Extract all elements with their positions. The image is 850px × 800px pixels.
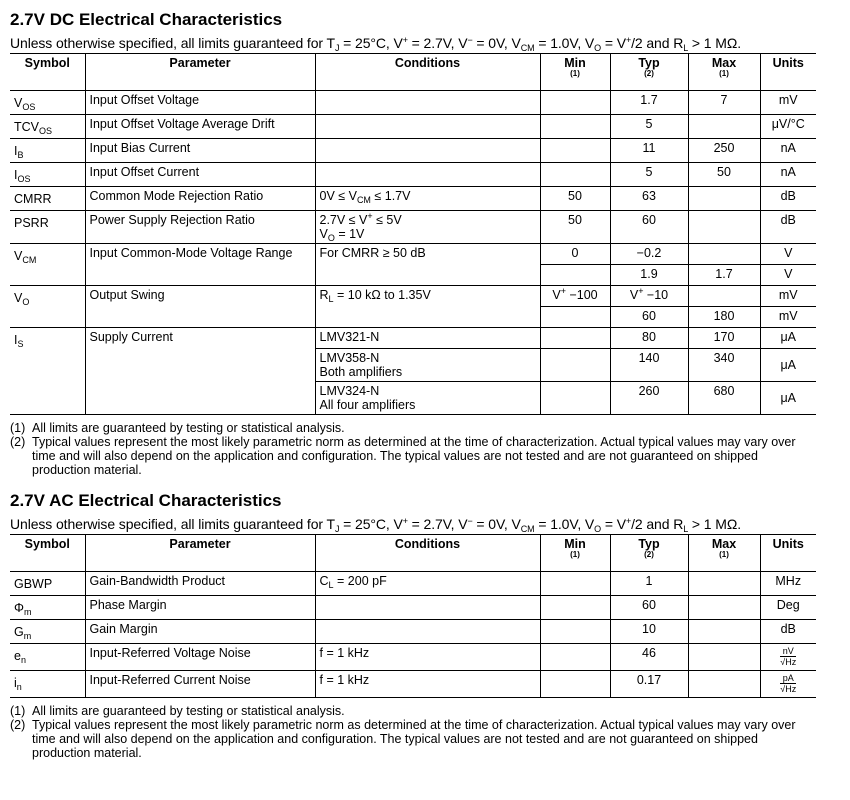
text-run: 0V ≤ V: [319, 189, 357, 203]
superscript: +: [402, 35, 408, 45]
dc-table: [10, 53, 816, 415]
text-run: All four amplifiers: [319, 398, 416, 412]
symbol-cell: [10, 187, 85, 211]
parameter-cell: Gain-Bandwidth Product: [85, 572, 315, 596]
table-row: [10, 596, 816, 620]
text-run: For CMRR ≥ 50 dB: [319, 246, 426, 260]
superscript: −: [467, 516, 473, 526]
conditions-cell: [315, 115, 540, 139]
footnote-number: (1): [10, 704, 26, 718]
column-header-label: Units: [772, 537, 804, 551]
table-row: [10, 115, 816, 139]
min-cell: [540, 328, 610, 349]
max-cell: 50: [688, 163, 760, 187]
text-run: Unless otherwise specified, all limits guaranteed for T: [10, 35, 335, 51]
subscript: J: [334, 524, 340, 534]
text-run: TCV: [14, 120, 39, 134]
conditions-cell: [315, 596, 540, 620]
text-run: Unless otherwise specified, all limits guaranteed for T: [10, 516, 335, 532]
ac-footnotes: [10, 704, 850, 760]
conditions-cell: [315, 187, 540, 211]
text-run: = V: [601, 35, 626, 51]
units-cell: μA: [760, 349, 816, 382]
text-run: C: [319, 574, 329, 588]
text-run: V: [14, 96, 23, 110]
conditions-cell: [315, 91, 540, 115]
symbol-cell: [10, 163, 85, 187]
column-header-symbol: [10, 535, 85, 572]
column-header-label: Typ: [638, 537, 660, 551]
parameter-cell: Output Swing: [85, 286, 315, 328]
symbol-cell: [10, 620, 85, 644]
header-row: [10, 54, 816, 91]
min-cell: [540, 265, 610, 286]
column-header-units: [760, 54, 816, 91]
min-cell: 50: [540, 187, 610, 211]
subscript: n: [20, 655, 26, 665]
text-run: f = 1 kHz: [319, 673, 370, 687]
footnote-text: Typical values represent the most likely parametric norm as determined at the time of characterization. Actual typical values may vary over time and will also depend on the application and configuration. The typical values are not tested and are not guaranteed on shipped production material.: [32, 718, 796, 760]
min-cell: [540, 596, 610, 620]
footnote: [10, 704, 850, 718]
max-cell: 170: [688, 328, 760, 349]
subscript: n: [16, 682, 22, 692]
units-cell: Deg: [760, 596, 816, 620]
table-row: [10, 620, 816, 644]
ac-table: [10, 534, 816, 698]
max-cell: 680: [688, 382, 760, 415]
text-run: = 10 kΩ to 1.35V: [333, 288, 431, 302]
max-cell: [688, 620, 760, 644]
column-header-label: Min: [564, 537, 586, 551]
column-header-max: [688, 54, 760, 91]
conditions-cell: [315, 139, 540, 163]
subscript: CM: [22, 255, 37, 265]
footnote: [10, 718, 850, 760]
table-row: [10, 139, 816, 163]
text-run: CMRR: [14, 192, 52, 206]
subscript: m: [23, 631, 32, 641]
text-run: −10: [643, 288, 669, 302]
column-header-conditions: [315, 535, 540, 572]
typ-cell: 63: [610, 187, 688, 211]
column-header-min: [540, 54, 610, 91]
column-header-label: Symbol: [24, 56, 70, 70]
superscript: +: [625, 35, 632, 45]
conditions-cell: [315, 671, 540, 698]
symbol-cell: [10, 596, 85, 620]
typ-cell: 60: [610, 596, 688, 620]
units-cell: nA: [760, 139, 816, 163]
max-cell: [688, 187, 760, 211]
max-cell: [688, 115, 760, 139]
text-run: V: [319, 227, 328, 241]
units-cell: mV: [760, 307, 816, 328]
typ-cell: 140: [610, 349, 688, 382]
max-cell: 340: [688, 349, 760, 382]
text-run: = 2.7V, V: [407, 516, 468, 532]
typ-cell: 260: [610, 382, 688, 415]
table-row: [10, 91, 816, 115]
min-cell: [540, 91, 610, 115]
text-run: = V: [601, 516, 626, 532]
footnote-ref: (2): [644, 69, 654, 78]
min-cell: [540, 644, 610, 671]
text-run: LMV324-N: [319, 384, 380, 398]
typ-cell: 5: [610, 163, 688, 187]
text-run: = 1.0V, V: [534, 516, 595, 532]
footnote-number: (1): [10, 421, 26, 435]
subscript: L: [683, 524, 689, 534]
dc-footnotes: [10, 421, 850, 477]
text-run: = 25°C, V: [339, 516, 403, 532]
text-run: V: [14, 249, 23, 263]
parameter-cell: Input Offset Current: [85, 163, 315, 187]
subscript: CM: [520, 524, 535, 534]
superscript: +: [638, 286, 644, 296]
column-header-label: Typ: [638, 56, 660, 70]
subscript: OS: [22, 102, 36, 112]
text-run: GBWP: [14, 577, 53, 591]
symbol-cell: [10, 139, 85, 163]
parameter-cell: Phase Margin: [85, 596, 315, 620]
subscript: B: [17, 150, 24, 160]
column-header-conditions: [315, 54, 540, 91]
footnote-ref: (1): [570, 69, 580, 78]
footnote: [10, 435, 850, 477]
min-cell: [540, 620, 610, 644]
footnote-text: Typical values represent the most likely parametric norm as determined at the time of characterization. Actual typical values may vary over time and will also depend on the application and configuration. The typical values are not tested and are not guaranteed on shipped production material.: [32, 435, 796, 477]
max-cell: [688, 244, 760, 265]
symbol-cell: [10, 244, 85, 286]
column-header-typ: [610, 54, 688, 91]
max-cell: [688, 671, 760, 698]
conditions-cell: [315, 328, 540, 349]
typ-cell: 1: [610, 572, 688, 596]
footnote-ref: (1): [570, 550, 580, 559]
text-run: LMV321-N: [319, 330, 380, 344]
parameter-cell: Supply Current: [85, 328, 315, 415]
subscript: OS: [39, 126, 53, 136]
conditions-cell: [315, 211, 540, 244]
conditions-cell: [315, 349, 540, 382]
typ-cell: −0.2: [610, 244, 688, 265]
subscript: O: [22, 297, 30, 307]
max-cell: [688, 211, 760, 244]
text-run: I: [14, 168, 18, 182]
parameter-cell: Input-Referred Current Noise: [85, 671, 315, 698]
conditions-cell: [315, 572, 540, 596]
max-cell: [688, 572, 760, 596]
header-row: [10, 535, 816, 572]
symbol-cell: [10, 115, 85, 139]
parameter-cell: Input Common-Mode Voltage Range: [85, 244, 315, 286]
text-run: ≤ 5V: [372, 213, 402, 227]
column-header-label: Parameter: [169, 537, 231, 551]
unit-numerator: pA: [780, 673, 796, 684]
column-header-typ: [610, 535, 688, 572]
parameter-cell: Input Offset Voltage: [85, 91, 315, 115]
text-run: 2.7V ≤ V: [319, 213, 368, 227]
max-cell: [688, 644, 760, 671]
units-cell: MHz: [760, 572, 816, 596]
superscript: +: [402, 516, 408, 526]
text-run: > 1 MΩ.: [688, 516, 741, 532]
units-cell: V: [760, 244, 816, 265]
table-row: [10, 328, 816, 349]
column-header-label: Symbol: [24, 537, 70, 551]
units-cell: dB: [760, 211, 816, 244]
column-header-min: [540, 535, 610, 572]
text-run: R: [319, 288, 329, 302]
dc-section-title: 2.7V DC Electrical Characteristics: [10, 10, 283, 29]
typ-cell: 60: [610, 211, 688, 244]
table-row: [10, 644, 816, 671]
symbol-cell: [10, 671, 85, 698]
column-header-label: Min: [564, 56, 586, 70]
footnote-ref: (1): [719, 69, 729, 78]
conditions-cell: [315, 163, 540, 187]
symbol-cell: [10, 91, 85, 115]
subscript: O: [594, 524, 602, 534]
subscript: m: [23, 607, 32, 617]
min-cell: [540, 382, 610, 415]
units-cell: nA: [760, 163, 816, 187]
text-run: e: [14, 649, 21, 663]
table-row: [10, 244, 816, 265]
ac-section-title: 2.7V AC Electrical Characteristics: [10, 491, 282, 510]
text-run: = 25°C, V: [339, 35, 403, 51]
max-cell: 180: [688, 307, 760, 328]
typ-cell: 5: [610, 115, 688, 139]
dc-intro: [10, 35, 850, 51]
text-run: = 0V, V: [472, 35, 521, 51]
units-cell: mV: [760, 286, 816, 307]
conditions-cell: [315, 644, 540, 671]
column-header-label: Max: [711, 56, 737, 70]
superscript: +: [560, 286, 566, 296]
table-row: [10, 572, 816, 596]
typ-cell: 60: [610, 307, 688, 328]
subscript: J: [334, 43, 340, 53]
column-header-symbol: [10, 54, 85, 91]
max-cell: [688, 286, 760, 307]
units-cell: [760, 671, 816, 698]
text-run: V: [629, 288, 639, 302]
column-header-label: Conditions: [394, 537, 461, 551]
symbol-cell: [10, 644, 85, 671]
column-header-parameter: [85, 54, 315, 91]
parameter-cell: Power Supply Rejection Ratio: [85, 211, 315, 244]
text-run: LMV358-N: [319, 351, 380, 365]
units-cell: μA: [760, 382, 816, 415]
min-cell: [540, 163, 610, 187]
footnote-number: (2): [10, 435, 26, 449]
units-cell: μV/°C: [760, 115, 816, 139]
text-run: i: [14, 676, 17, 690]
subscript: L: [328, 294, 334, 304]
typ-cell: [610, 286, 688, 307]
max-cell: 1.7: [688, 265, 760, 286]
text-run: = 1V: [334, 227, 365, 241]
text-run: Both amplifiers: [319, 365, 403, 379]
column-header-label: Max: [711, 537, 737, 551]
symbol-cell: [10, 572, 85, 596]
column-header-label: Units: [772, 56, 804, 70]
conditions-cell: [315, 620, 540, 644]
footnote-ref: (2): [644, 550, 654, 559]
superscript: −: [467, 35, 473, 45]
unit-denominator: √Hz: [780, 657, 797, 667]
text-run: −100: [565, 288, 598, 302]
subscript: O: [594, 43, 602, 53]
subscript: CM: [520, 43, 535, 53]
text-run: = 1.0V, V: [534, 35, 595, 51]
parameter-cell: Input Bias Current: [85, 139, 315, 163]
conditions-cell: [315, 244, 540, 286]
conditions-cell: [315, 382, 540, 415]
units-cell: dB: [760, 620, 816, 644]
table-row: [10, 286, 816, 307]
text-run: PSRR: [14, 216, 49, 230]
text-run: = 2.7V, V: [407, 35, 468, 51]
parameter-cell: Gain Margin: [85, 620, 315, 644]
footnote-text: All limits are guaranteed by testing or statistical analysis.: [32, 421, 345, 435]
symbol-cell: [10, 328, 85, 415]
typ-cell: 1.7: [610, 91, 688, 115]
column-header-label: Parameter: [169, 56, 231, 70]
unit-fraction: [780, 673, 796, 694]
min-cell: [540, 307, 610, 328]
parameter-cell: Input-Referred Voltage Noise: [85, 644, 315, 671]
table-row: [10, 163, 816, 187]
text-run: G: [14, 625, 24, 639]
text-run: I: [14, 144, 18, 158]
units-cell: [760, 644, 816, 671]
min-cell: [540, 139, 610, 163]
column-header-parameter: [85, 535, 315, 572]
text-run: Φ: [14, 601, 24, 615]
subscript: CM: [356, 195, 371, 205]
min-cell: [540, 286, 610, 307]
typ-cell: 10: [610, 620, 688, 644]
min-cell: 0: [540, 244, 610, 265]
text-run: ≤ 1.7V: [370, 189, 411, 203]
text-run: /2 and R: [631, 35, 684, 51]
min-cell: [540, 671, 610, 698]
min-cell: [540, 349, 610, 382]
text-run: > 1 MΩ.: [688, 35, 741, 51]
footnote-text: All limits are guaranteed by testing or statistical analysis.: [32, 704, 345, 718]
text-run: V: [552, 288, 561, 302]
text-run: f = 1 kHz: [319, 646, 370, 660]
text-run: = 200 pF: [333, 574, 387, 588]
max-cell: [688, 596, 760, 620]
ac-intro: [10, 516, 850, 532]
parameter-cell: Common Mode Rejection Ratio: [85, 187, 315, 211]
footnote: [10, 421, 850, 435]
min-cell: [540, 115, 610, 139]
units-cell: dB: [760, 187, 816, 211]
max-cell: 250: [688, 139, 760, 163]
typ-cell: 46: [610, 644, 688, 671]
subscript: S: [17, 339, 24, 349]
symbol-cell: [10, 286, 85, 328]
subscript: L: [683, 43, 689, 53]
unit-numerator: nV: [780, 646, 796, 657]
typ-cell: 1.9: [610, 265, 688, 286]
table-row: [10, 211, 816, 244]
column-header-label: Conditions: [394, 56, 461, 70]
text-run: V: [14, 291, 23, 305]
subscript: OS: [17, 174, 31, 184]
unit-fraction: [780, 646, 796, 667]
units-cell: V: [760, 265, 816, 286]
units-cell: mV: [760, 91, 816, 115]
text-run: /2 and R: [631, 516, 684, 532]
parameter-cell: Input Offset Voltage Average Drift: [85, 115, 315, 139]
text-run: = 0V, V: [472, 516, 521, 532]
typ-cell: 0.17: [610, 671, 688, 698]
min-cell: 50: [540, 211, 610, 244]
conditions-cell: [315, 286, 540, 328]
subscript: L: [328, 580, 334, 590]
unit-denominator: √Hz: [780, 684, 797, 694]
column-header-max: [688, 535, 760, 572]
symbol-cell: [10, 211, 85, 244]
subscript: O: [327, 233, 335, 243]
text-run: I: [14, 333, 18, 347]
table-row: [10, 671, 816, 698]
footnote-ref: (1): [719, 550, 729, 559]
footnote-number: (2): [10, 718, 26, 732]
typ-cell: 80: [610, 328, 688, 349]
units-cell: μA: [760, 328, 816, 349]
min-cell: [540, 572, 610, 596]
typ-cell: 11: [610, 139, 688, 163]
superscript: +: [367, 211, 373, 221]
column-header-units: [760, 535, 816, 572]
superscript: +: [625, 516, 632, 526]
table-row: [10, 187, 816, 211]
max-cell: 7: [688, 91, 760, 115]
